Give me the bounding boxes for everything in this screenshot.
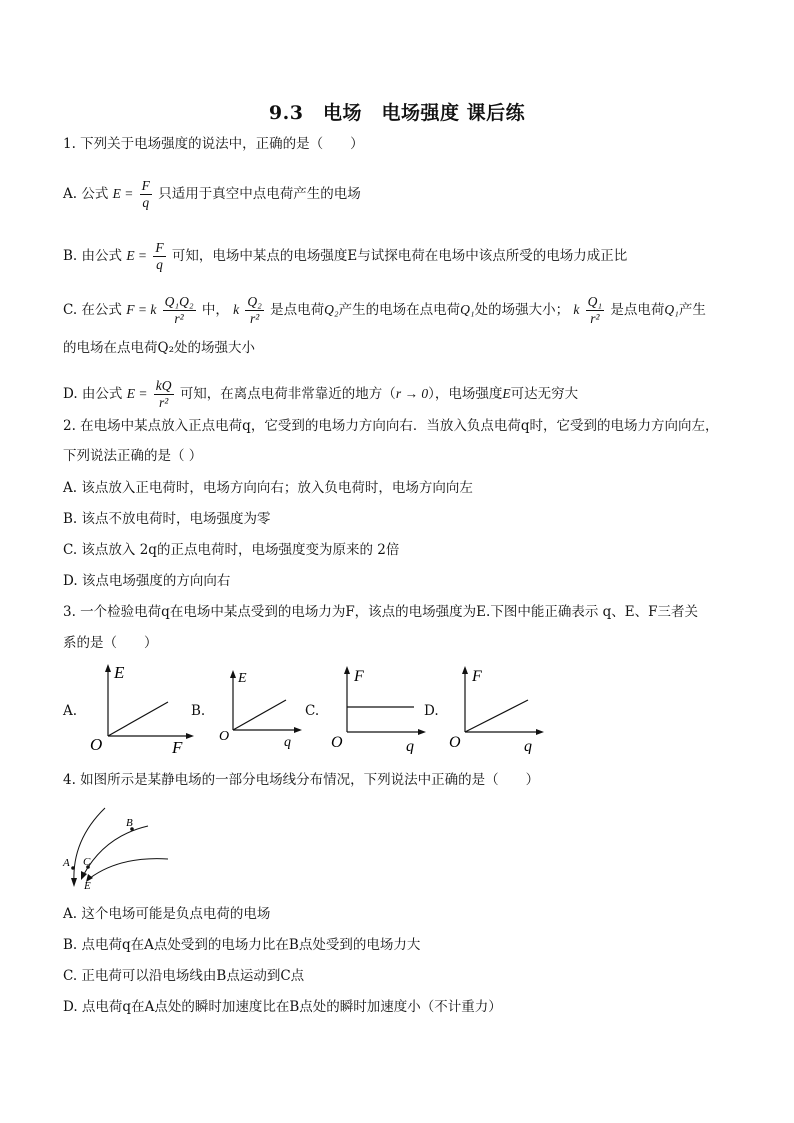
q2-stem-line2: 下列说法正确的是（ ） bbox=[63, 448, 203, 464]
fraction-f-over-q: $\frac{F}{q}$ bbox=[141, 178, 150, 210]
graph-a-origin: O bbox=[90, 735, 103, 754]
graph-a-line bbox=[108, 702, 168, 736]
graph-c-origin: O bbox=[331, 734, 343, 751]
graph-b-x-label: q bbox=[284, 735, 291, 750]
q1-option-a: A. 公式 E = $\frac{F}{q}$ 只适用于真空中点电荷产生的电场 bbox=[63, 178, 361, 210]
page-title: 9.3 电场 电场强度 课后练 bbox=[268, 102, 526, 124]
q4-field-lines-diagram bbox=[60, 800, 190, 895]
q3-graph-b bbox=[216, 666, 306, 750]
graph-a-x-label: F bbox=[172, 738, 183, 756]
graph-c-y-label: F bbox=[354, 668, 364, 685]
q3-graph-a bbox=[88, 660, 198, 756]
q1-option-c: C. 在公式 F = k $\frac{\text{Q₁Q₂}}{\text{r²}}$ 中， k $\frac{\text{Q₂}}{\text{r²}}$ 是点电荷Q₂产生的电场在点电荷Q₁处的场强大小； k $\frac{\text{Q₁}}{\text{r²}}$ 是点电荷Q₁产生 bbox=[63, 294, 706, 326]
graph-b-y-label: E bbox=[238, 671, 247, 686]
q3-stem-line1: 3. 一个检验电荷q在电场中某点受到的电场力为F，该点的电场强度为E.下图中能正确表示 q、E、F三者关 bbox=[63, 604, 698, 620]
q2-option-a: A. 该点放入正电荷时，电场方向向右；放入负电荷时，电场方向向左 bbox=[63, 480, 473, 496]
q1-option-b: B. 由公式 E = $\frac{F}{q}$ 可知，电场中某点的电场强度E与试探电荷在电场中该点所受的电场力成正比 bbox=[63, 240, 628, 272]
q4-option-d: D. 点电荷q在A点处的瞬时加速度比在B点处的瞬时加速度小（不计重力） bbox=[63, 999, 502, 1015]
point-a-label: A bbox=[63, 857, 70, 869]
graph-d-x-label: q bbox=[524, 738, 532, 754]
graph-d-origin: O bbox=[449, 734, 461, 751]
graph-a-y-label: E bbox=[114, 663, 125, 682]
q2-stem-line1: 2. 在电场中某点放入正点电荷q，它受到的电场力方向向右．当放入负点电荷q时，它受到的电场力方向向左， bbox=[63, 418, 719, 434]
q3-graph-d bbox=[448, 662, 548, 754]
q3-option-c-label: C. bbox=[305, 703, 320, 719]
graph-d-y-label: F bbox=[472, 668, 482, 685]
point-c-label: C bbox=[83, 856, 91, 868]
point-b-label: B bbox=[126, 817, 133, 829]
q2-option-d: D. 该点电场强度的方向向右 bbox=[63, 573, 231, 589]
q3-option-b-label: B. bbox=[191, 703, 206, 719]
q1-stem: 1. 下列关于电场强度的说法中，正确的是（ ） bbox=[63, 136, 364, 152]
q3-option-d-label: D. bbox=[424, 703, 439, 719]
q4-option-a: A. 这个电场可能是负点电荷的电场 bbox=[63, 906, 271, 922]
graph-b-origin: O bbox=[219, 729, 230, 744]
q3-option-a-label: A. bbox=[63, 703, 78, 719]
q2-option-b: B. 该点不放电荷时，电场强度为零 bbox=[63, 511, 271, 527]
fraction-f-over-q: $\frac{F}{q}$ bbox=[155, 240, 164, 272]
q4-stem: 4. 如图所示是某静电场的一部分电场线分布情况，下列说法中正确的是（ ） bbox=[63, 772, 540, 788]
q4-option-c: C. 正电荷可以沿电场线由B点运动到C点 bbox=[63, 968, 305, 984]
q1-option-c-line2: 的电场在点电荷Q₂处的场强大小 bbox=[63, 340, 255, 356]
q3-graph-c bbox=[330, 662, 430, 754]
graph-c-x-label: q bbox=[406, 738, 414, 754]
point-e-label: E bbox=[84, 880, 91, 892]
q2-option-c: C. 该点放入 2q的正点电荷时，电场强度变为原来的 2倍 bbox=[63, 542, 400, 558]
q4-option-b: B. 点电荷q在A点处受到的电场力比在B点处受到的电场力大 bbox=[63, 937, 421, 953]
q3-stem-line2: 系的是（ ） bbox=[63, 635, 158, 651]
q1-option-d: D. 由公式 E = $\frac{kQ}{\text{r²}}$ 可知，在离点电荷非常靠近的地方（r → 0），电场强度E可达无穷大 bbox=[63, 378, 579, 410]
